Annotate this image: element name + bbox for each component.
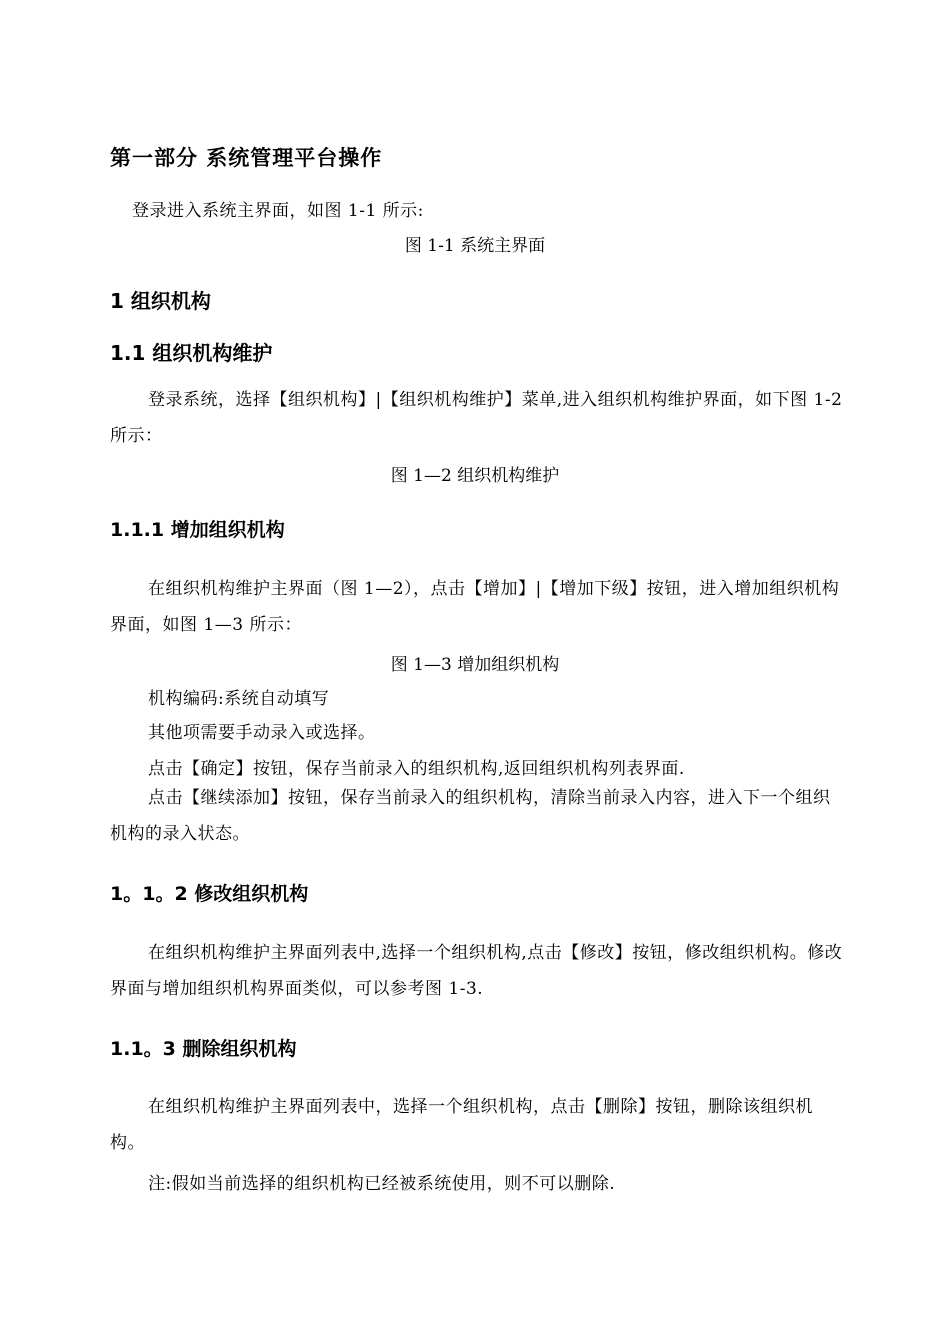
figure-caption-1-1: 图 1-1 系统主界面 xyxy=(404,236,546,256)
figure-caption-1-2: 图 1—2 组织机构维护 xyxy=(390,466,560,486)
paragraph-1-1-1-continue: 点击【继续添加】按钮，保存当前录入的组织机构，清除当前录入内容，进入下一个组织机构的录入状态。 xyxy=(110,788,831,844)
section-heading-1-1-3: 1.1。3 删除组织机构 xyxy=(110,1038,297,1060)
paragraph-1-1: 登录系统，选择【组织机构】|【组织机构维护】菜单,进入组织机构维护界面，如下图 1-2 所示： xyxy=(110,390,843,446)
section-heading-1-1-1: 1.1.1 增加组织机构 xyxy=(110,519,285,541)
intro-text: 登录进入系统主界面，如图 1-1 所示: xyxy=(132,201,424,221)
paragraph-1-1-1: 在组织机构维护主界面（图 1—2），点击【增加】|【增加下级】按钮，进入增加组织机构界面，如图 1—3 所示： xyxy=(110,579,840,635)
note-line: 点击【确定】按钮，保存当前录入的组织机构,返回组织机构列表界面. xyxy=(148,759,685,779)
section-heading-1: 1 组织机构 xyxy=(110,289,211,313)
note-line: 其他项需要手动录入或选择。 xyxy=(148,723,376,743)
paragraph-1-1-2: 在组织机构维护主界面列表中,选择一个组织机构,点击【修改】按钮，修改组织机构。修改界面与增加组织机构界面类似，可以参考图 1-3. xyxy=(110,943,843,999)
section-heading-1-1: 1.1 组织机构维护 xyxy=(110,341,273,365)
delete-note: 注:假如当前选择的组织机构已经被系统使用，则不可以删除. xyxy=(148,1174,616,1194)
section-heading-1-1-2: 1。1。2 修改组织机构 xyxy=(110,883,309,905)
figure-caption-1-3: 图 1—3 增加组织机构 xyxy=(390,655,560,675)
paragraph-1-1-3: 在组织机构维护主界面列表中，选择一个组织机构，点击【删除】按钮，删除该组织机构。 xyxy=(110,1097,813,1153)
part-title: 第一部分 系统管理平台操作 xyxy=(110,146,383,170)
note-line: 机构编码:系统自动填写 xyxy=(148,689,330,709)
